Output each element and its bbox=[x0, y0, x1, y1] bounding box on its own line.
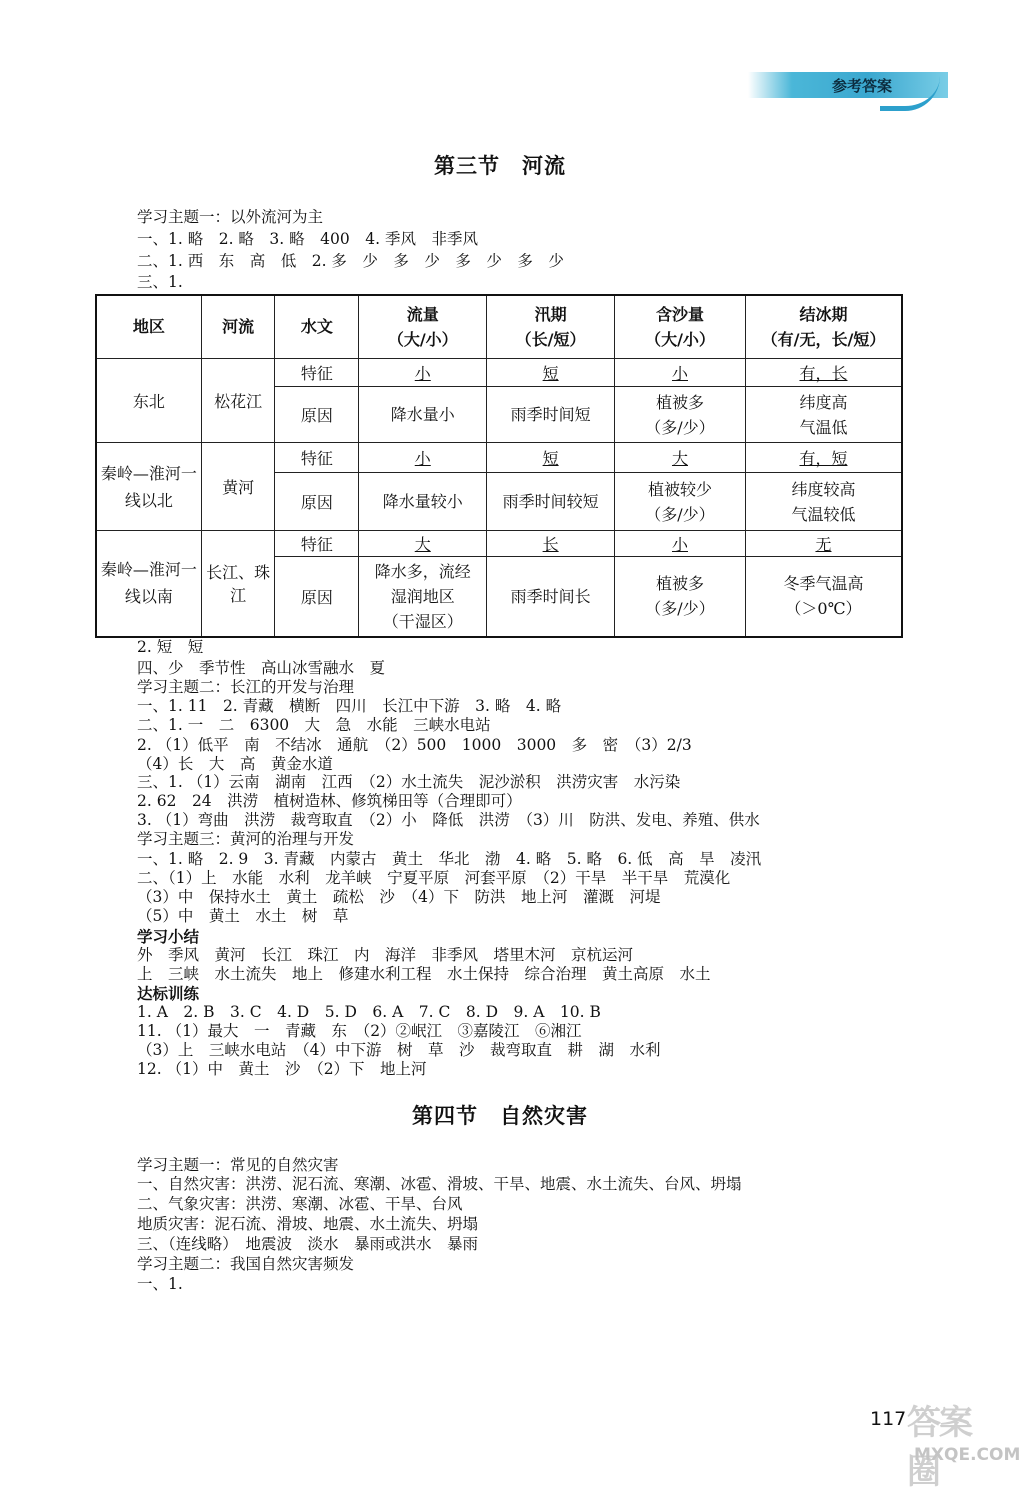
feature-cell: 短 bbox=[487, 359, 615, 387]
text-line: 2. （1）低平 南 不结冰 通航 （2）500 1000 3000 多 密 （3）2/3 bbox=[137, 736, 692, 754]
feature-cell: 有，短 bbox=[745, 443, 902, 473]
feature-cell: 小 bbox=[359, 359, 487, 387]
text-line: 一、1. 11 2. 青藏 横断 四川 长江中下游 3. 略 4. 略 bbox=[137, 697, 562, 715]
text-line: 外 季风 黄河 长江 珠江 内 海洋 非季风 塔里木河 京杭运河 bbox=[137, 946, 634, 964]
subheading-summary: 学习小结 bbox=[137, 927, 200, 946]
section-title-disasters: 第四节 自然灾害 bbox=[412, 1103, 588, 1128]
reason-cell: 雨季时间短 bbox=[487, 387, 615, 443]
feature-label: 特征 bbox=[275, 443, 359, 473]
feature-cell: 无 bbox=[745, 531, 902, 557]
header-tab bbox=[748, 72, 948, 98]
reason-cell: 冬季气温高 （＞0℃） bbox=[745, 557, 902, 637]
reason-cell: 纬度高 气温低 bbox=[745, 387, 902, 443]
header-freeze: 结冰期 （有/无，长/短） bbox=[745, 295, 902, 359]
watermark-logo bbox=[907, 1395, 1020, 1492]
reason-cell: 植被较少 （多/少） bbox=[615, 473, 746, 531]
feature-cell: 短 bbox=[487, 443, 615, 473]
reason-label: 原因 bbox=[275, 557, 359, 637]
reason-cell: 植被多 （多/少） bbox=[615, 387, 746, 443]
reason-cell: 纬度较高 气温较低 bbox=[745, 473, 902, 531]
feature-label: 特征 bbox=[275, 359, 359, 387]
header-sediment: 含沙量 （大/小） bbox=[615, 295, 746, 359]
reason-cell: 雨季时间较短 bbox=[487, 473, 615, 531]
text-line: 二、（1）上 水能 水利 龙羊峡 宁夏平原 河套平原 （2）干旱 半干旱 荒漠化 bbox=[137, 869, 731, 887]
text-line: 上 三峡 水土流失 地上 修建水利工程 水土保持 综合治理 黄土高原 水土 bbox=[137, 965, 711, 983]
region-cell: 秦岭—淮河一线以南 bbox=[96, 531, 201, 637]
text-line: 11. （1）最大 一 青藏 东 （2）②岷江 ③嘉陵江 ⑥湘江 bbox=[137, 1022, 582, 1040]
reason-label: 原因 bbox=[275, 473, 359, 531]
text-line: 一、1. 略 2. 9 3. 青藏 内蒙古 黄土 华北 渤 4. 略 5. 略 6. 低 高 旱 凌汛 bbox=[137, 850, 762, 868]
river-hydrology-table bbox=[95, 294, 903, 638]
text-line: 二、1. 西 东 高 低 2. 多 少 多 少 多 少 多 少 bbox=[137, 252, 564, 270]
table-row bbox=[96, 531, 902, 557]
page-number: 117 bbox=[870, 1408, 907, 1430]
tab-label: 参考答案 bbox=[831, 77, 892, 95]
text-line: 学习主题二：长江的开发与治理 bbox=[137, 678, 355, 696]
text-line: 3. （1）弯曲 洪涝 裁弯取直 （2）小 降低 洪涝 （3）川 防洪、发电、养殖、供水 bbox=[137, 811, 760, 829]
reason-cell: 降水量小 bbox=[359, 387, 487, 443]
region-cell: 秦岭—淮河一线以北 bbox=[96, 443, 201, 531]
river-cell: 长江、珠江 bbox=[201, 531, 275, 637]
text-line: 2. 短 短 bbox=[137, 638, 204, 656]
text-line: 三、1. bbox=[137, 273, 183, 291]
feature-cell: 有，长 bbox=[745, 359, 902, 387]
text-line: （3）上 三峡水电站 （4）中下游 树 草 沙 裁弯取直 耕 湖 水利 bbox=[137, 1041, 661, 1059]
header-region: 地区 bbox=[96, 295, 201, 359]
text-line: 一、1. 略 2. 略 3. 略 400 4. 季风 非季风 bbox=[137, 230, 478, 248]
text-line: 学习主题二：我国自然灾害频发 bbox=[137, 1255, 355, 1273]
text-line: 三、1. （1）云南 湖南 江西 （2）水土流失 泥沙淤积 洪涝灾害 水污染 bbox=[137, 773, 681, 791]
text-line: （5）中 黄土 水土 树 草 bbox=[137, 907, 349, 925]
feature-cell: 大 bbox=[615, 443, 746, 473]
header-hydrology: 水文 bbox=[275, 295, 359, 359]
text-line: 一、1. bbox=[137, 1275, 183, 1293]
text-line: 12. （1）中 黄土 沙 （2）下 地上河 bbox=[137, 1060, 427, 1078]
header-flood-season: 汛期 （长/短） bbox=[487, 295, 615, 359]
text-line: （4）长 大 高 黄金水道 bbox=[137, 755, 333, 773]
feature-cell: 大 bbox=[359, 531, 487, 557]
text-line: 学习主题一：常见的自然灾害 bbox=[137, 1156, 339, 1174]
reason-cell: 降水量较小 bbox=[359, 473, 487, 531]
text-line: 一、自然灾害：洪涝、泥石流、寒潮、冰雹、滑坡、干旱、地震、水土流失、台风、坍塌 bbox=[137, 1175, 742, 1193]
watermark-site-text: MXQE.COM bbox=[914, 1445, 1020, 1465]
text-line: 二、气象灾害：洪涝、寒潮、冰雹、干旱、台风 bbox=[137, 1195, 463, 1213]
text-line: （3）中 保持水土 黄土 疏松 沙 （4）下 防洪 地上河 灌溉 河堤 bbox=[137, 888, 661, 906]
region-cell: 东北 bbox=[96, 359, 201, 443]
feature-cell: 小 bbox=[615, 531, 746, 557]
reason-cell: 植被多 （多/少） bbox=[615, 557, 746, 637]
header-river: 河流 bbox=[201, 295, 275, 359]
text-line: 学习主题一：以外流河为主 bbox=[137, 208, 324, 226]
feature-cell: 长 bbox=[487, 531, 615, 557]
text-line: 三、（连线略） 地震波 淡水 暴雨或洪水 暴雨 bbox=[137, 1235, 479, 1253]
subheading-practice: 达标训练 bbox=[137, 984, 200, 1003]
table-row bbox=[96, 359, 902, 387]
header-flow: 流量 （大/小） bbox=[359, 295, 487, 359]
text-line: 地质灾害：泥石流、滑坡、地震、水土流失、坍塌 bbox=[137, 1215, 479, 1233]
section-title-rivers: 第三节 河流 bbox=[434, 153, 566, 178]
feature-cell: 小 bbox=[615, 359, 746, 387]
watermark-logo-text: 答案圈 bbox=[907, 1403, 971, 1492]
table-row bbox=[96, 443, 902, 473]
reason-cell: 降水多，流经 湿润地区 （干湿区） bbox=[359, 557, 487, 637]
text-line: 四、少 季节性 高山冰雪融水 夏 bbox=[137, 659, 386, 677]
river-cell: 黄河 bbox=[201, 443, 275, 531]
river-cell: 松花江 bbox=[201, 359, 275, 443]
text-line: 2. 62 24 洪涝 植树造林、修筑梯田等（合理即可） bbox=[137, 792, 522, 810]
text-line: 1. A 2. B 3. C 4. D 5. D 6. A 7. C 8. D 9. A 10. B bbox=[137, 1003, 601, 1021]
feature-cell: 小 bbox=[359, 443, 487, 473]
text-line: 二、1. 一 二 6300 大 急 水能 三峡水电站 bbox=[137, 716, 491, 734]
reason-label: 原因 bbox=[275, 387, 359, 443]
reason-cell: 雨季时间长 bbox=[487, 557, 615, 637]
feature-label: 特征 bbox=[275, 531, 359, 557]
text-line: 学习主题三：黄河的治理与开发 bbox=[137, 830, 355, 848]
table-header-row bbox=[96, 295, 902, 359]
